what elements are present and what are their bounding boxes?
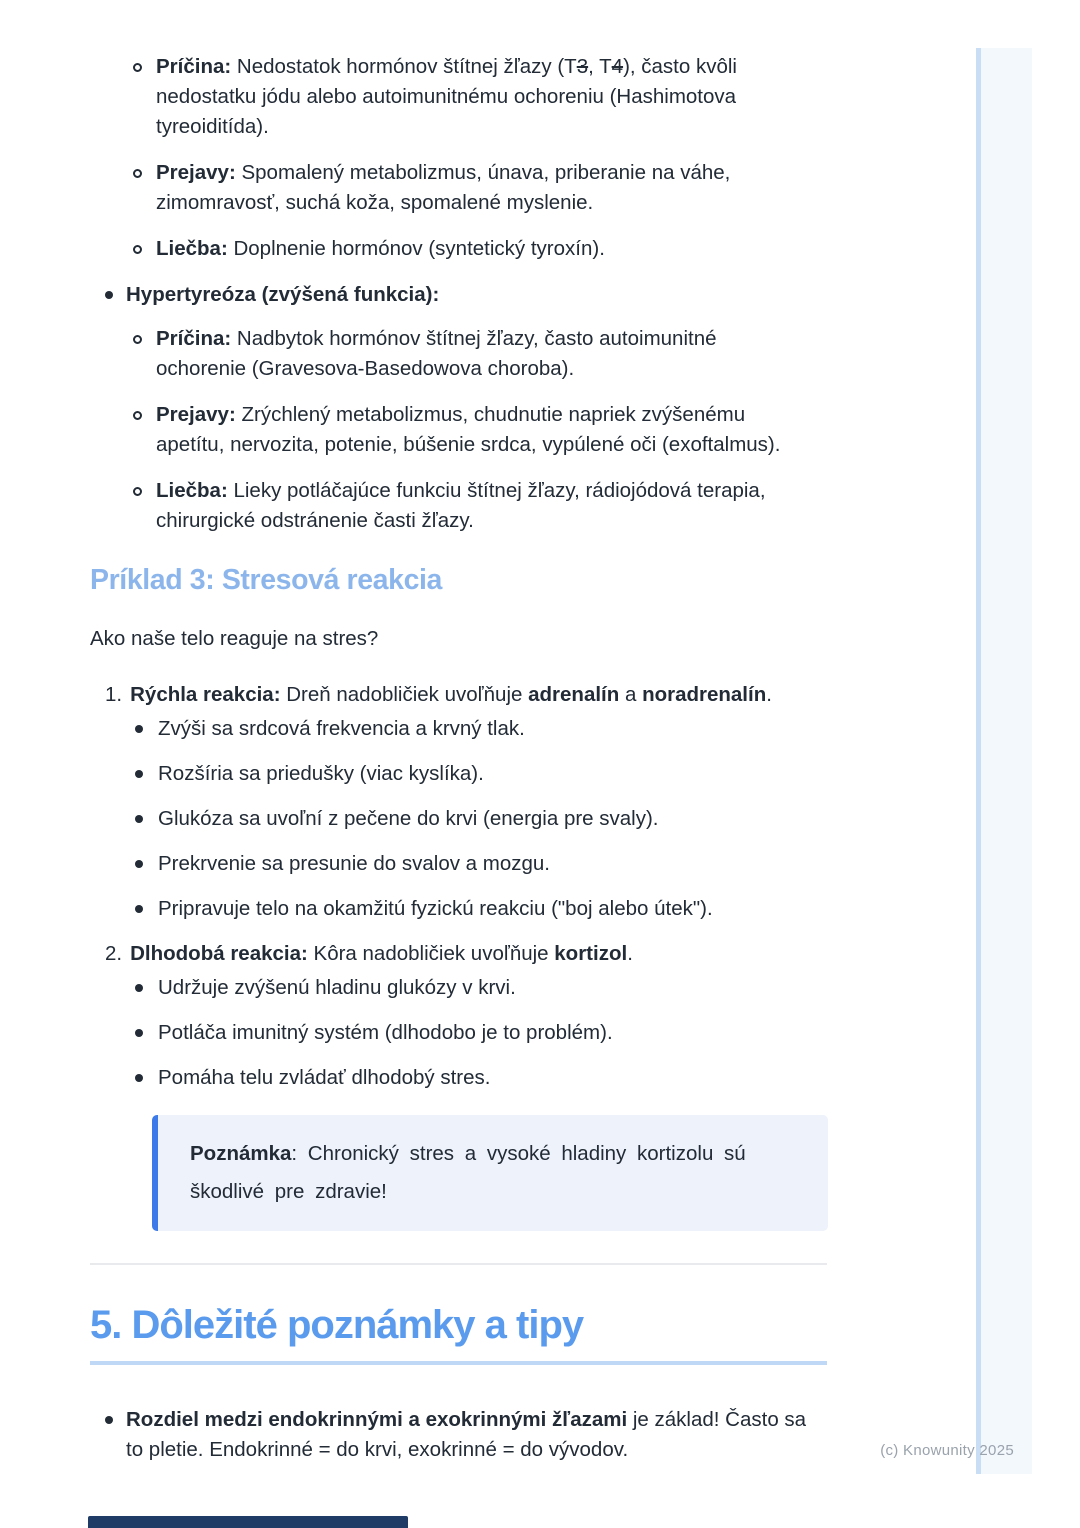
text-segment: Dreň nadobličiek uvoľňuje (286, 683, 529, 706)
list-item (90, 400, 827, 460)
hypothyroid-sublist (90, 52, 827, 264)
list-item-text (156, 158, 730, 218)
list-item (90, 804, 827, 834)
list-item-text: Rozšíria sa priedušky (viac kyslíka). (158, 762, 484, 785)
hyperthyroid-sublist (90, 324, 827, 536)
nested-bullet-list (90, 973, 827, 1093)
list-item (90, 759, 827, 789)
bullet-icon (133, 411, 142, 420)
text-segment: Nedostatok hormónov štítnej žľazy (T (236, 55, 577, 78)
text-segment: zimomravosť, suchá koža, spomalené myslenie. (156, 191, 594, 214)
list-item (90, 849, 827, 879)
text-segment: nedostatku jódu alebo autoimunitnému ochoreniu (Hashimotova (156, 85, 737, 108)
text-segment: Príčina: (156, 55, 237, 78)
list-item-text: Udržuje zvýšenú hladinu glukózy v krvi. (158, 976, 516, 999)
list-item-text: Glukóza sa uvoľní z pečene do krvi (energia pre svaly). (158, 807, 659, 830)
text-segment: Doplnenie hormónov (syntetický tyroxín). (233, 237, 605, 260)
text-segment: Liečba: (156, 237, 234, 260)
text-segment: . (766, 683, 772, 706)
bullet-icon (135, 815, 143, 823)
document-content (90, 52, 827, 1479)
list-item-text (126, 1405, 806, 1465)
bullet-icon (135, 905, 143, 913)
list-item (90, 324, 827, 384)
bullet-icon (133, 335, 142, 344)
text-segment: to pletie. Endokrinné = do krvi, exokrinné = do vývodov. (126, 1438, 629, 1461)
list-item (90, 714, 827, 744)
page-margin-highlight (976, 48, 1032, 1474)
list-item-text: Pomáha telu zvládať dlhodobý stres. (158, 1066, 491, 1089)
nested-bullet-list (90, 714, 827, 924)
text-segment: 4 (611, 55, 624, 78)
list-item (90, 1018, 827, 1048)
text-segment: Hypertyreóza (zvýšená funkcia): (126, 283, 440, 306)
text-segment: a (619, 683, 643, 706)
text-segment: Prejavy: (156, 161, 242, 184)
text-segment: Spomalený metabolizmus, únava, priberanie na váhe, (241, 161, 731, 184)
bullet-icon (135, 1074, 143, 1082)
example3-intro: Ako naše telo reaguje na stres? (90, 627, 379, 650)
bullet-icon (133, 63, 142, 72)
bullet-icon (135, 984, 143, 992)
list-item (90, 52, 827, 142)
bullet-icon (135, 860, 143, 868)
list-item-text (156, 234, 605, 264)
text-segment: tyreoiditída). (156, 115, 269, 138)
bullet-icon (133, 245, 142, 254)
bullet-icon (105, 291, 113, 299)
text-segment: 3 (576, 55, 589, 78)
text-segment: adrenalín (528, 683, 620, 706)
numbered-list-item (90, 939, 827, 969)
list-item-text: Prekrvenie sa presunie do svalov a mozgu. (158, 852, 550, 875)
text-segment: Kôra nadobličiek uvoľňuje (313, 942, 555, 965)
text-segment: Zrýchlený metabolizmus, chudnutie napriek zvýšenému (241, 403, 746, 426)
list-item-text (156, 52, 737, 142)
list-item-text (130, 680, 772, 710)
text-segment: : Chronický stres a vysoké hladiny kortizolu sú (291, 1142, 746, 1165)
list-item-text (156, 400, 780, 460)
text-segment: Nadbytok hormónov štítnej žľazy, často autoimunitné (236, 327, 717, 350)
text-segment: Rýchla reakcia: (130, 683, 287, 706)
text-segment: noradrenalín (642, 683, 767, 706)
text-segment: apetítu, nervozita, potenie, búšenie srdca, vypúlené oči (exoftalmus). (156, 433, 781, 456)
list-item-text: Pripravuje telo na okamžitú fyzickú reakciu ("boj alebo útek"). (158, 897, 713, 920)
note-text (190, 1135, 794, 1211)
text-segment: ), často kvôli (623, 55, 737, 78)
list-item (90, 158, 827, 218)
list-item (90, 973, 827, 1003)
list-item-text (156, 476, 766, 536)
list-item-text (126, 280, 439, 310)
list-item (90, 894, 827, 924)
text-segment: Prejavy: (156, 403, 242, 426)
bullet-icon (135, 770, 143, 778)
bullet-icon (133, 487, 142, 496)
text-segment: Liečba: (156, 479, 234, 502)
text-segment: . (627, 942, 633, 965)
list-item (90, 476, 827, 536)
text-segment: Rozdiel medzi endokrinnými a exokrinnými žľazami (126, 1408, 628, 1431)
text-segment: škodlivé pre zdravie! (190, 1180, 387, 1203)
list-item-text: Potláča imunitný systém (dlhodobo je to problém). (158, 1021, 613, 1044)
numbered-list-item (90, 680, 827, 710)
text-segment: Poznámka (190, 1142, 292, 1165)
list-item-text (156, 324, 717, 384)
text-segment: ochorenie (Gravesova-Basedowova choroba). (156, 357, 575, 380)
next-page-edge-bar (88, 1516, 408, 1528)
hyperthyroid-section (90, 280, 827, 536)
text-segment: je základ! Často sa (627, 1408, 807, 1431)
list-number: 1. (105, 683, 123, 706)
stress-steps-list (90, 680, 827, 1093)
bullet-icon (105, 1416, 113, 1424)
list-number: 2. (105, 942, 123, 965)
note-box (152, 1115, 828, 1231)
section5-heading: 5. Dôležité poznámky a tipy (90, 1301, 827, 1365)
section5-list (90, 1405, 827, 1465)
list-item-text (130, 939, 633, 969)
text-segment: Dlhodobá reakcia: (130, 942, 314, 965)
example3-heading: Príklad 3: Stresová reakcia (90, 564, 443, 596)
watermark: (c) Knowunity 2025 (880, 1442, 1014, 1459)
text-segment: kortizol (554, 942, 628, 965)
section-divider (90, 1263, 827, 1265)
list-item (90, 1405, 827, 1465)
text-segment: chirurgické odstránenie časti žľazy. (156, 509, 474, 532)
bullet-icon (135, 725, 143, 733)
text-segment: , T (588, 55, 612, 78)
bullet-icon (133, 169, 142, 178)
list-item-text: Zvýši sa srdcová frekvencia a krvný tlak. (158, 717, 525, 740)
bullet-icon (135, 1029, 143, 1037)
list-item (90, 1063, 827, 1093)
list-item (90, 280, 827, 310)
text-segment: Príčina: (156, 327, 237, 350)
text-segment: Lieky potláčajúce funkciu štítnej žľazy, rádiojódová terapia, (233, 479, 766, 502)
list-item (90, 234, 827, 264)
